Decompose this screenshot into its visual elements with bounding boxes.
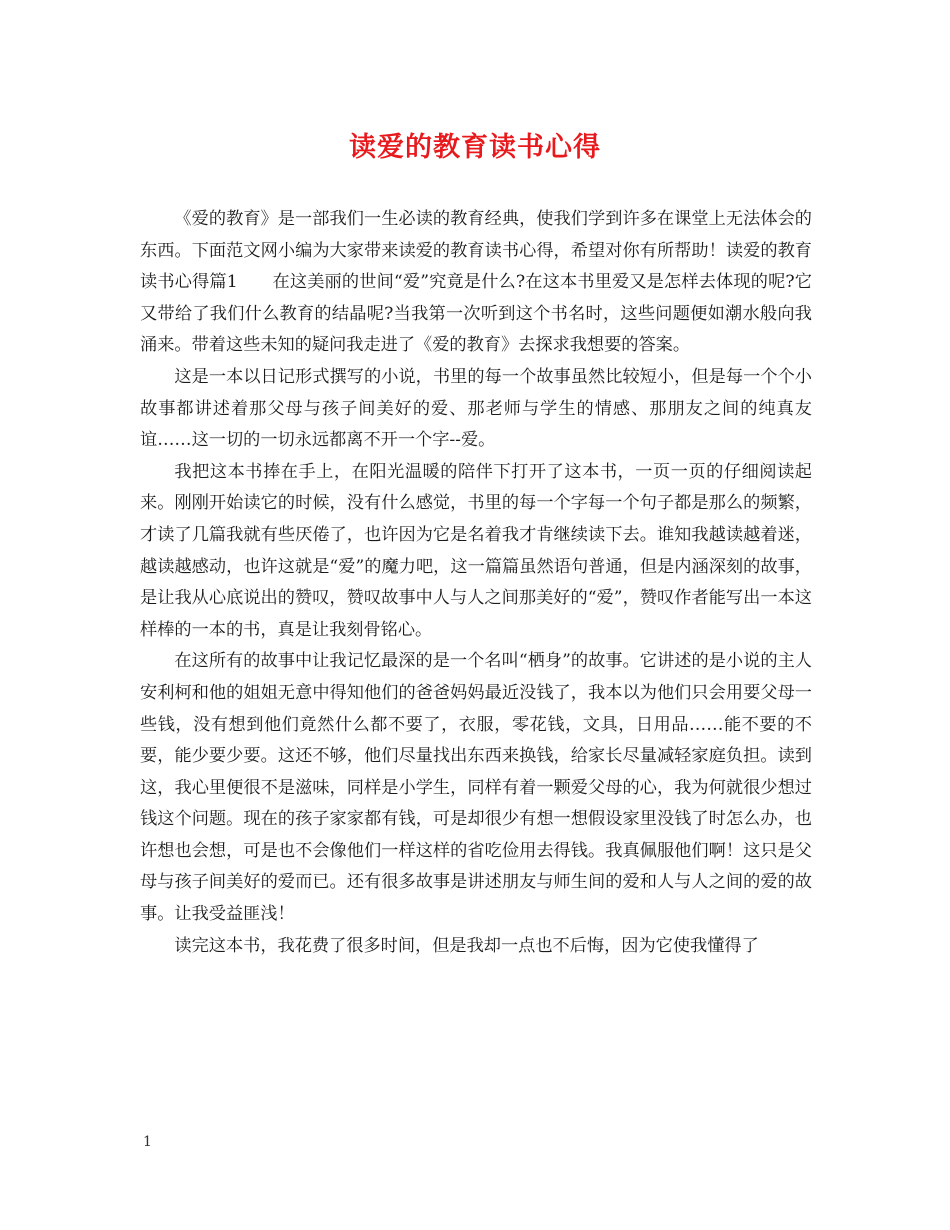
paragraph-2: 这是一本以日记形式撰写的小说，书里的每一个故事虽然比较短小，但是每一个个小故事都讲述着那父母与孩子间美好的爱、那老师与学生的情感、那朋友之间的纯真友谊……这一切的一切永远都离不开一个字--爱。 (140, 366, 812, 451)
document-title: 读爱的教育读书心得 (349, 132, 601, 163)
document-body (140, 204, 812, 962)
paragraph-4: 在这所有的故事中让我记忆最深的是一个名叫“栖身”的故事。它讲述的是小说的主人安利柯和他的姐姐无意中得知他们的爸爸妈妈最近没钱了，我本以为他们只会用要父母一些钱，没有想到他们竟然什么都不要了，衣服，零花钱，文具，日用品……能不要的不要，能少要少要。这还不够，他们尽量找出东西来换钱，给家长尽量减轻家庭负担。读到这，我心里便很不是滋味，同样是小学生，同样有着一颗爱父母的心，我为何就很少想过钱这个问题。现在的孩子家家都有钱，可是却很少有想一想假设家里没钱了时怎么办，也许想也会想，可是也不会像他们一样这样的省吃俭用去得钱。我真佩服他们啊！这只是父母与孩子间美好的爱而已。还有很多故事是讲述朋友与师生间的爱和人与人之间的爱的故事。让我受益匪浅！ (140, 651, 812, 925)
paragraph-3: 我把这本书捧在手上，在阳光温暖的陪伴下打开了这本书，一页一页的仔细阅读起来。刚刚开始读它的时候，没有什么感觉，书里的每一个字每一个句子都是那么的频繁，才读了几篇我就有些厌倦了，也许因为它是名着我才肯继续读下去。谁知我越读越着迷，越读越感动，也许这就是“爱”的魔力吧，这一篇篇虽然语句普通，但是内涵深刻的故事，是让我从心底说出的赞叹，赞叹故事中人与人之间那美好的“爱”，赞叹作者能写出一本这样棒的一本的书，真是让我刻骨铭心。 (140, 461, 812, 640)
paragraph-5: 读完这本书，我花费了很多时间，但是我却一点也不后悔，因为它使我懂得了 (174, 935, 759, 956)
paragraph-1: 《爱的教育》是一部我们一生必读的教育经典，使我们学到许多在课堂上无法体会的东西。下面范文网小编为大家带来读爱的教育读书心得，希望对你有所帮助！读爱的教育读书心得篇1 在这美丽的世间“爱”究竟是什么?在这本书里爱又是怎样去体现的呢?它又带给了我们什么教育的结晶呢?当我第一次听到这个书名时，这些问题便如潮水般向我涌来。带着这些未知的疑问我走进了《爱的教育》去探求我想要的答案。 (140, 209, 812, 356)
page-number: 1 (143, 1134, 152, 1150)
